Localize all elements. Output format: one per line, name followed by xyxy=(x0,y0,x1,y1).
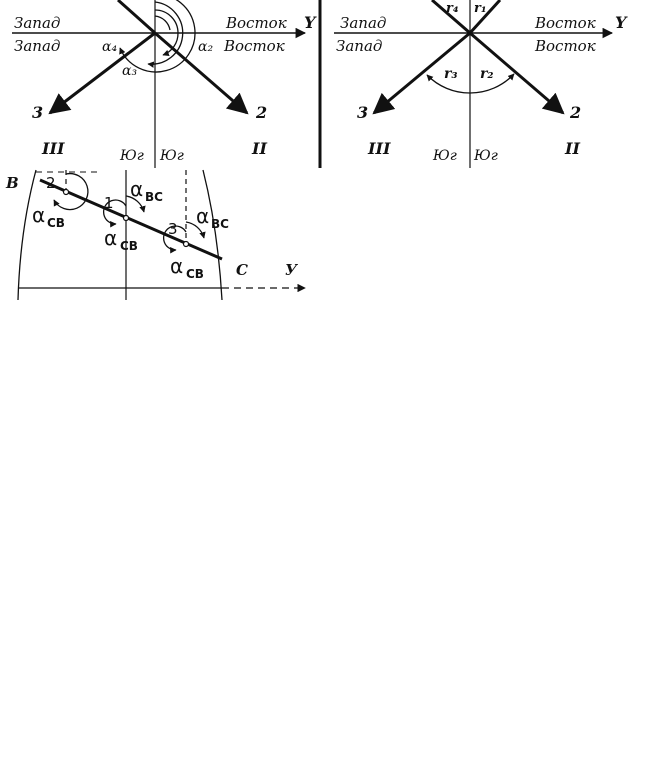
left-ray-2-label: 2 xyxy=(256,103,268,122)
left-quadrant-iii: III xyxy=(42,139,65,158)
bottom-point-3 xyxy=(184,242,189,247)
bottom-right-meridian xyxy=(203,170,222,300)
right-west-top: Запад xyxy=(340,14,387,32)
svg-text:α: α xyxy=(196,204,210,228)
bottom-alpha-bc-1 xyxy=(130,177,163,204)
left-arc-alpha1 xyxy=(155,16,170,30)
svg-text:BC: BC xyxy=(211,217,229,231)
left-y-label: Y xyxy=(304,13,316,32)
bottom-alpha-bc-3 xyxy=(196,204,229,231)
right-r4: r₄ xyxy=(446,1,459,16)
right-quadrant-iii: III xyxy=(368,139,391,158)
right-east-top: Восток xyxy=(535,14,596,32)
left-ray-1 xyxy=(118,0,155,33)
bottom-alpha-cb-3 xyxy=(170,254,204,281)
left-south-right: Юг xyxy=(160,148,184,164)
left-alpha4: α₄ xyxy=(102,39,118,55)
left-south-left: Юг xyxy=(120,148,144,164)
left-east-bottom: Восток xyxy=(224,37,285,55)
right-south-left: Юг xyxy=(433,148,457,164)
bottom-alpha-cb-1 xyxy=(104,226,138,253)
right-east-bottom: Восток xyxy=(535,37,596,55)
right-south-right: Юг xyxy=(474,148,498,164)
bottom-point-b-label: B xyxy=(6,174,19,192)
left-quadrant-ii: II xyxy=(252,139,267,158)
right-r2: r₂ xyxy=(480,66,494,82)
svg-text:α: α xyxy=(170,254,184,278)
right-quadrant-ii: II xyxy=(565,139,580,158)
right-west-bottom: Запад xyxy=(336,37,383,55)
svg-text:CB: CB xyxy=(120,239,138,253)
bottom-point-2-label: 2 xyxy=(46,174,56,192)
right-bearing-diagram xyxy=(334,0,628,168)
bottom-left-meridian xyxy=(18,170,36,300)
svg-text:CB: CB xyxy=(47,216,65,230)
svg-text:CB: CB xyxy=(186,267,204,281)
svg-text:α: α xyxy=(104,226,118,250)
left-west-top: Запад xyxy=(14,14,61,32)
left-bearing-diagram xyxy=(12,0,317,168)
left-east-top: Восток xyxy=(226,14,287,32)
bottom-point-1 xyxy=(124,216,129,221)
svg-text:BC: BC xyxy=(145,190,163,204)
right-y-label: Y xyxy=(615,13,627,32)
left-alpha2: α₂ xyxy=(198,39,214,55)
left-ray-3-label: 3 xyxy=(32,103,44,122)
right-ray-3-label: 3 xyxy=(357,103,369,122)
left-alpha3: α₃ xyxy=(122,63,138,79)
right-r3: r₃ xyxy=(444,66,458,82)
bottom-point-c-label: C xyxy=(236,261,248,279)
bottom-axis-y-label: У xyxy=(285,261,298,279)
right-r1: r₁ xyxy=(474,1,487,16)
bottom-point-1-label: 1 xyxy=(104,194,114,212)
bottom-traverse-diagram xyxy=(5,170,305,300)
bottom-arc-cb-2 xyxy=(54,174,88,210)
bottom-point-3-label: 3 xyxy=(168,220,178,238)
svg-text:α: α xyxy=(32,203,46,227)
bottom-point-2 xyxy=(64,190,69,195)
left-west-bottom: Запад xyxy=(14,37,61,55)
svg-text:α: α xyxy=(130,177,144,201)
right-ray-2-label: 2 xyxy=(570,103,582,122)
